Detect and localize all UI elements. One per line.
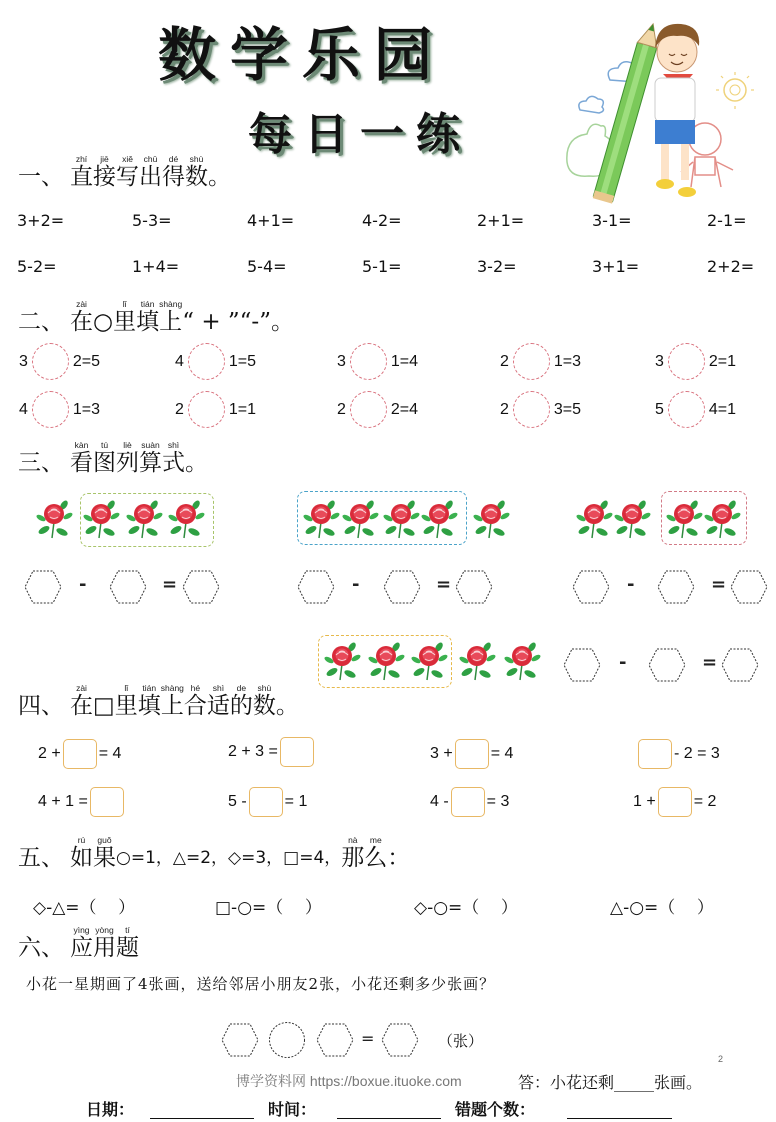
operator-answer-circle[interactable] (32, 391, 69, 428)
operator-answer-circle[interactable] (188, 343, 225, 380)
minus-sign: - (627, 574, 635, 595)
rose-icon (342, 500, 380, 540)
pinyin-char: shù 数 (185, 154, 208, 190)
word-problem-text: 小花一星期画了4张画，送给邻居小朋友2张，小花还剩多少张画？ (26, 975, 496, 993)
pinyin-char: dé 得 (162, 154, 185, 190)
pinyin-char: jiē 接 (93, 154, 116, 190)
pinyin-char: lǐ 里 (113, 299, 137, 335)
symbol-definitions: ○=1，△=2，◇=3，□=4， (116, 848, 342, 868)
time-blank[interactable] (337, 1118, 441, 1119)
rose-icon (421, 500, 459, 540)
equation: 4-2= (362, 211, 402, 230)
answer-box[interactable] (638, 739, 672, 769)
time-label: 时间： (268, 1100, 317, 1119)
fill-number-item: 2 + = 4 (38, 739, 121, 769)
rose-icon (666, 500, 704, 540)
pinyin-char: tián 填 (137, 683, 161, 719)
worksheet-subtitle: 每日一练 (248, 109, 472, 160)
fill-number-item: 2 + 3 = (228, 737, 316, 767)
equation: 5-2= (17, 257, 57, 276)
equation: 3+1= (592, 257, 640, 276)
operator-answer-circle[interactable] (668, 343, 705, 380)
section-1-heading (18, 155, 231, 190)
answer-hexagon[interactable] (563, 648, 601, 682)
answer-hexagon[interactable] (455, 570, 493, 604)
equation: 3-2= (477, 257, 517, 276)
pinyin-char: shù 数 (252, 683, 276, 719)
pinyin-char: yòng 用 (93, 925, 116, 961)
fill-operator-item: 3 1=4 (337, 343, 418, 380)
fill-number-item: - 2 = 3 (636, 739, 720, 769)
rose-icon (383, 500, 421, 540)
answer-hexagon[interactable] (730, 570, 768, 604)
minus-sign: - (79, 574, 87, 595)
fill-operator-item: 4 1=3 (19, 391, 100, 428)
rose-icon (459, 642, 497, 682)
equation: 2-1= (707, 211, 747, 230)
punctuation: ： (387, 845, 411, 871)
answer-hexagon[interactable] (24, 570, 62, 604)
date-label: 日期： (86, 1100, 135, 1119)
square-symbol: □ (93, 693, 115, 719)
page-number: 2 (718, 1054, 724, 1064)
operator-hint: “ + ”“-”。 (182, 309, 294, 335)
section-number: 一、 (18, 164, 64, 190)
pinyin-char: shì 式 (162, 440, 185, 476)
pinyin-char: de 的 (229, 683, 253, 719)
pinyin-char: liè 列 (116, 440, 139, 476)
worksheet-title: 数学乐园 (158, 21, 447, 89)
equals-sign: = (162, 574, 178, 595)
pinyin-char: zhí 直 (70, 154, 93, 190)
pinyin-char: kàn 看 (70, 440, 93, 476)
rose-icon (168, 500, 206, 540)
operator-answer-circle[interactable] (32, 343, 69, 380)
operator-answer-circle[interactable] (188, 391, 225, 428)
equation: 2+2= (707, 257, 755, 276)
pinyin-char: xiě 写 (116, 154, 139, 190)
answer-hexagon[interactable] (648, 648, 686, 682)
watermark: 博学资料网 https://boxue.ituoke.com (236, 1073, 462, 1089)
section-2-heading (18, 300, 294, 335)
answer-hexagon[interactable] (316, 1023, 354, 1057)
pinyin-char: shàng 上 (160, 683, 184, 719)
answer-hexagon[interactable] (572, 570, 610, 604)
symbol-equation[interactable]: ◇-△=（ ） (33, 898, 136, 918)
fill-operator-item: 2 2=4 (337, 391, 418, 428)
punctuation: 。 (275, 693, 299, 719)
fill-number-item: 1 + = 2 (633, 787, 716, 817)
symbol-equation[interactable]: △-○=（ ） (610, 898, 714, 918)
answer-hexagon[interactable] (721, 648, 759, 682)
pinyin-char: guǒ 果 (93, 835, 116, 871)
operator-answer-circle[interactable] (513, 391, 550, 428)
answer-box[interactable] (63, 739, 97, 769)
equation: 4+1= (247, 211, 295, 230)
equation: 3-1= (592, 211, 632, 230)
fill-operator-item: 3 2=1 (655, 343, 736, 380)
equation: 3+2= (17, 211, 65, 230)
pinyin-char: nà 那 (341, 835, 365, 871)
fill-operator-item: 4 1=5 (175, 343, 256, 380)
answer-hexagon[interactable] (221, 1023, 259, 1057)
pinyin-char: yìng 应 (70, 925, 93, 961)
operator-answer-circle[interactable] (513, 343, 550, 380)
operator-answer-circle[interactable] (350, 391, 387, 428)
symbol-equation[interactable]: □-○=（ ） (215, 898, 322, 918)
answer-sentence[interactable]: 答：小花还剩_____张画。 (518, 1073, 703, 1092)
unit-label: （张） (438, 1032, 484, 1050)
rose-icon (614, 500, 652, 540)
symbol-equation[interactable]: ◇-○=（ ） (414, 898, 518, 918)
section-number: 三、 (18, 450, 64, 476)
rose-icon (83, 500, 121, 540)
rose-icon (324, 642, 362, 682)
answer-hexagon[interactable] (383, 570, 421, 604)
fill-number-item: 5 - = 1 (228, 787, 307, 817)
operator-answer-circle[interactable] (350, 343, 387, 380)
answer-box[interactable] (451, 787, 485, 817)
pinyin-char: zài 在 (70, 299, 93, 335)
pinyin-char: me 么 (364, 835, 388, 871)
pinyin-char: hé 合 (183, 683, 207, 719)
answer-box[interactable] (658, 787, 692, 817)
section-5-heading (18, 836, 410, 871)
fill-number-item: 4 + 1 = (38, 787, 126, 817)
section-3-heading (18, 441, 208, 476)
minus-sign: - (619, 652, 627, 673)
equals-sign: = (702, 652, 718, 673)
section-6-heading (18, 926, 139, 961)
section-4-heading (18, 684, 299, 719)
circle-symbol: ○ (93, 309, 114, 335)
answer-box[interactable] (455, 739, 489, 769)
answer-hexagon[interactable] (381, 1023, 419, 1057)
answer-box[interactable] (90, 787, 124, 817)
section-number: 二、 (18, 309, 64, 335)
rose-icon (704, 500, 742, 540)
minus-sign: - (352, 574, 360, 595)
fill-operator-item: 2 3=5 (500, 391, 581, 428)
punctuation: 。 (208, 164, 231, 190)
fill-operator-item: 3 2=5 (19, 343, 100, 380)
rose-icon (368, 642, 406, 682)
operator-answer-circle[interactable] (268, 1021, 306, 1059)
rose-icon (411, 642, 449, 682)
section-number: 五、 (18, 845, 64, 871)
punctuation: 。 (185, 450, 208, 476)
pinyin-char: tí 题 (116, 925, 139, 961)
equation: 5-3= (132, 211, 172, 230)
answer-hexagon[interactable] (109, 570, 147, 604)
answer-hexagon[interactable] (182, 570, 220, 604)
answer-box[interactable] (280, 737, 314, 767)
rose-icon (504, 642, 542, 682)
equation: 2+1= (477, 211, 525, 230)
pinyin-char: shì 适 (206, 683, 230, 719)
pinyin-char: tú 图 (93, 440, 116, 476)
pinyin-char: lǐ 里 (114, 683, 138, 719)
boy-with-pencil-illustration (555, 12, 755, 207)
rose-icon (473, 500, 511, 540)
errors-label: 错题个数： (455, 1100, 536, 1119)
fill-operator-item: 2 1=1 (175, 391, 256, 428)
rose-icon (126, 500, 164, 540)
equals-sign: = (436, 574, 452, 595)
section-number: 六、 (18, 935, 64, 961)
equation: 5-4= (247, 257, 287, 276)
pinyin-char: zài 在 (70, 683, 93, 719)
answer-hexagon[interactable] (297, 570, 335, 604)
equals-sign: = (361, 1029, 375, 1048)
answer-hexagon[interactable] (657, 570, 695, 604)
pinyin-char: tián 填 (136, 299, 160, 335)
fill-operator-item: 5 4=1 (655, 391, 736, 428)
pinyin-char: rú 如 (70, 835, 93, 871)
answer-box[interactable] (249, 787, 283, 817)
section-number: 四、 (18, 693, 64, 719)
equation: 1+4= (132, 257, 180, 276)
pinyin-char: suàn 算 (139, 440, 162, 476)
date-blank[interactable] (150, 1118, 254, 1119)
equation: 5-1= (362, 257, 402, 276)
pinyin-char: shàng 上 (159, 299, 183, 335)
equals-sign: = (711, 574, 727, 595)
fill-number-item: 3 + = 4 (430, 739, 513, 769)
errors-blank[interactable] (567, 1118, 672, 1119)
rose-icon (576, 500, 614, 540)
pinyin-char: chū 出 (139, 154, 162, 190)
rose-icon (36, 500, 74, 540)
rose-icon (303, 500, 341, 540)
fill-number-item: 4 - = 3 (430, 787, 509, 817)
operator-answer-circle[interactable] (668, 391, 705, 428)
fill-operator-item: 2 1=3 (500, 343, 581, 380)
